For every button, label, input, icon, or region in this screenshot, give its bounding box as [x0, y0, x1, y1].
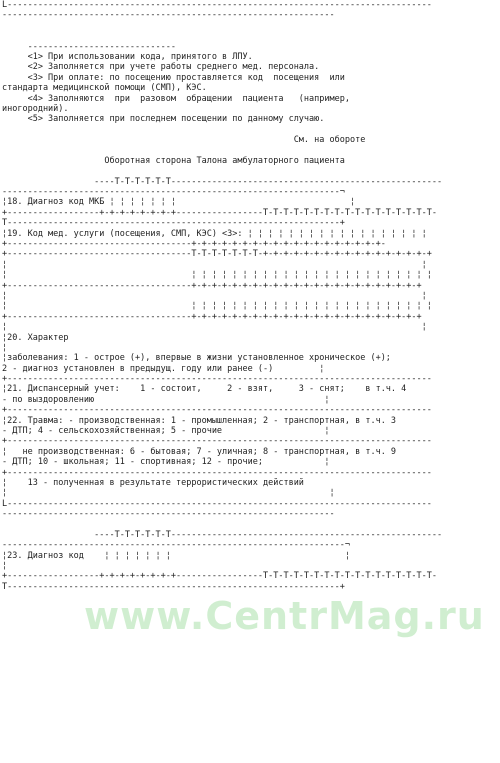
document-line: +------------------------------------+-+-+-+-+-+-+-+-+-+-+-+-+-+-+-+-+-+-+-+-+-+-+ [2, 280, 422, 291]
document-line: ¦ ¦ [2, 290, 427, 301]
document-line: ¦22. Травма: - производственная: 1 - промышленная; 2 - транспортная, в т.ч. 3 [2, 415, 397, 426]
document-line: ----------------------------------------------------------------- [2, 10, 335, 21]
document-line: +----------------------------------------------------------------------------------- [2, 436, 432, 447]
document-line: ¦19. Код мед. услуги (посещения, СМП, КЭС) <3>: ¦ ¦ ¦ ¦ ¦ ¦ ¦ ¦ ¦ ¦ ¦ ¦ ¦ ¦ ¦ ¦ ¦ ¦ [2, 228, 427, 239]
document-line: стандарта медицинской помощи (СМП), КЭС. [2, 83, 207, 94]
document-text [2, 0, 498, 763]
document-line: ¦23. Диагноз код ¦ ¦ ¦ ¦ ¦ ¦ ¦ ¦ [2, 550, 350, 561]
document-line: См. на обороте [2, 135, 366, 146]
document-line: - ДТП; 4 - сельскохозяйственная; 5 - прочие ¦ [2, 426, 330, 437]
document-line: - ДТП; 10 - школьная; 11 - спортивная; 12 - прочие; ¦ [2, 457, 330, 468]
document-line [2, 520, 498, 530]
document-line: +------------------------------------+-+-+-+-+-+-+-+-+-+-+-+-+-+-+-+-+-+-+-+-+-+-+ [2, 311, 422, 322]
document-line: ¦ [2, 561, 8, 572]
document-line [2, 125, 498, 135]
document-line: ¦20. Характер [2, 332, 69, 343]
document-line: ¦ ¦ ¦ ¦ ¦ ¦ ¦ ¦ ¦ ¦ ¦ ¦ ¦ ¦ ¦ ¦ ¦ ¦ ¦ ¦ ¦ ¦ ¦ ¦ ¦ [2, 301, 432, 312]
document-line: ------------------------------------------------------------------¬ [2, 187, 345, 198]
document-line [2, 145, 498, 155]
document-line: <2> Заполняется при учете работы среднего мед. персонала. [2, 62, 320, 73]
document-line: ----T-T-T-T-T-T----------------------------------------------------- [2, 529, 443, 540]
document-line: - по выздоровлению ¦ [2, 394, 330, 405]
document-line: +------------------+-+-+-+-+-+-+-+-----------------T-T-T-T-T-T-T-T-T-T-T-T-T-T-T-T-T- [2, 571, 437, 582]
document-line: +------------------------------------T-T-T-T-T-T-T-+-+-+-+-+-+-+-+-+-+-+-+-+-+-+-+-+ [2, 249, 432, 260]
document-line: <1> При использовании кода, принятого в ЛПУ. [2, 51, 253, 62]
document-line: L----------------------------------------------------------------------------------- [2, 0, 432, 10]
document-line: <3> При оплате: по посещению проставляется код посещения или [2, 72, 345, 83]
document-line: Оборотная сторона Талона амбулаторного пациента [2, 155, 345, 166]
document-line: <5> Заполняется при последнем посещении по данному случаю. [2, 114, 325, 125]
document-line: L----------------------------------------------------------------------------------- [2, 498, 432, 509]
document-line: ----------------------------------------------------------------- [2, 509, 335, 520]
document-line: +----------------------------------------------------------------------------------- [2, 467, 432, 478]
document-line: <4> Заполняются при разовом обращении пациента (например, [2, 93, 350, 104]
document-line: ----------------------------- [2, 41, 176, 52]
document-line: ¦ ¦ [2, 259, 427, 270]
document-line: ¦ не производственная: 6 - бытовая; 7 - уличная; 8 - транспортная, в т.ч. 9 [2, 446, 397, 457]
document-line: +----------------------------------------------------------------------------------- [2, 374, 432, 385]
document-line: T-----------------------------------------------------------------+ [2, 218, 345, 229]
document-line: ¦18. Диагноз код МКБ ¦ ¦ ¦ ¦ ¦ ¦ ¦ ¦ [2, 197, 356, 208]
document-line: ¦21. Диспансерный учет: 1 - состоит, 2 - взят, 3 - снят; в т.ч. 4 [2, 384, 407, 395]
document-line [2, 21, 498, 31]
document-line: +----------------------------------------------------------------------------------- [2, 405, 432, 416]
document-line: ¦ ¦ ¦ ¦ ¦ ¦ ¦ ¦ ¦ ¦ ¦ ¦ ¦ ¦ ¦ ¦ ¦ ¦ ¦ ¦ ¦ ¦ ¦ ¦ ¦ [2, 270, 432, 281]
document-line: ¦ ¦ [2, 322, 427, 333]
document-line: ¦ [2, 342, 8, 353]
document-line: 2 - диагноз установлен в предыдущ. году или ранее (-) ¦ [2, 363, 325, 374]
document-line: +------------------+-+-+-+-+-+-+-+-----------------T-T-T-T-T-T-T-T-T-T-T-T-T-T-T-T-T- [2, 207, 437, 218]
document-line: ¦ 13 - полученная в результате террористических действий [2, 477, 304, 488]
watermark: www.CentrMag.ru [84, 594, 485, 638]
document-line: ¦ ¦ [2, 488, 335, 499]
document-line: +------------------------------------+-+-+-+-+-+-+-+-+-+-+-+-+-+-+-+-+-+-+- [2, 238, 386, 249]
document-line: ----T-T-T-T-T-T----------------------------------------------------- [2, 176, 443, 187]
document-line: ¦заболевания: 1 - острое (+), впервые в жизни установленное хроническое (+); [2, 353, 391, 364]
document-line [2, 166, 498, 176]
document-line: иногородний). [2, 103, 69, 114]
document-line: T-----------------------------------------------------------------+ [2, 581, 345, 592]
document-line: -------------------------------------------------------------------¬ [2, 540, 350, 551]
document-line [2, 31, 498, 41]
